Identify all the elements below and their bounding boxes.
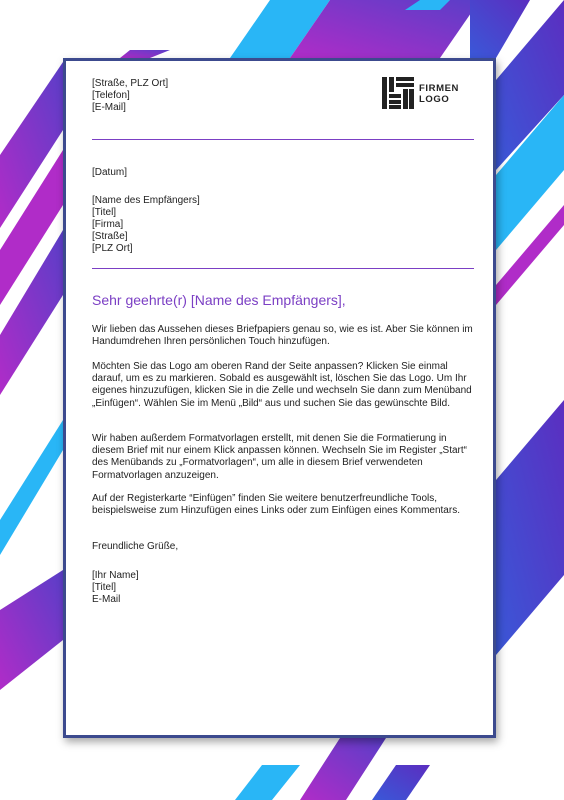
salutation[interactable]: Sehr geehrte(r) [Name des Empfängers], [92,292,346,308]
body-paragraph[interactable]: Auf der Registerkarte “Einfügen” finden Sie weitere benutzerfreundliche Tools, beispielsweise zum Hinzufügen eines Links oder zum Einfügen eines Kommentars. [92,493,460,517]
recipient-company[interactable]: [Firma] [92,219,124,230]
signature-name[interactable]: [Ihr Name] [92,570,139,581]
body-paragraph[interactable]: Wir lieben das Aussehen dieses Briefpapiers genau so, wie es ist. Aber Sie können im Handumdrehen Ihren persönlichen Touch hinzufügen. [92,324,473,348]
recipient-street[interactable]: [Straße] [92,231,128,242]
stripe-shape [496,400,564,655]
logo-line-2: LOGO [419,94,450,105]
stripe-shape [0,420,63,555]
divider-line [92,268,474,269]
recipient-city[interactable]: [PLZ Ort] [92,243,133,254]
sender-email[interactable]: [E-Mail] [92,102,126,113]
recipient-title[interactable]: [Titel] [92,207,117,218]
divider-line [92,139,474,140]
body-paragraph[interactable]: Möchten Sie das Logo am oberen Rand der Seite anpassen? Klicken Sie einmal darauf, um es zu markieren. Sobald es ausgewählt ist, löschen Sie das Logo. Um Ihr eigenes hinzuzufügen, klicken Sie in die Zelle und wechseln Sie dann zum Menüband „Einfügen“. Wählen Sie im Menü „Bild“ aus und suchen Sie das gewünschte Bild. [92,361,472,409]
date-field[interactable]: [Datum] [92,167,128,178]
logo-mark-icon [382,77,414,109]
closing[interactable]: Freundliche Grüße, [92,541,179,552]
stripe-shape [235,765,300,800]
sender-phone[interactable]: [Telefon] [92,90,130,101]
stripe-shape [120,50,170,58]
signature-email[interactable]: E-Mail [92,594,121,605]
recipient-name[interactable]: [Name des Empfängers] [92,195,200,206]
stripe-shape [372,765,430,800]
body-paragraph[interactable]: Wir haben außerdem Formatvorlagen erstellt, mit denen Sie die Formatierung in diesem Brief mit nur einem Klick anpassen können. Wechseln Sie im Register „Start“ des Menübands zu „Formatvorlagen“, um alle in diesem Brief verwendeten Formatvorlagen anzuzeigen. [92,433,467,481]
letter-page [63,58,496,738]
stripe-shape [0,570,63,690]
stripe-shape [300,738,386,800]
logo-line-1: FIRMEN [419,83,460,94]
signature-title[interactable]: [Titel] [92,582,117,593]
logo-text [419,83,459,105]
stripe-shape [470,0,530,58]
company-logo[interactable] [382,77,472,111]
sender-street[interactable]: [Straße, PLZ Ort] [92,78,169,89]
